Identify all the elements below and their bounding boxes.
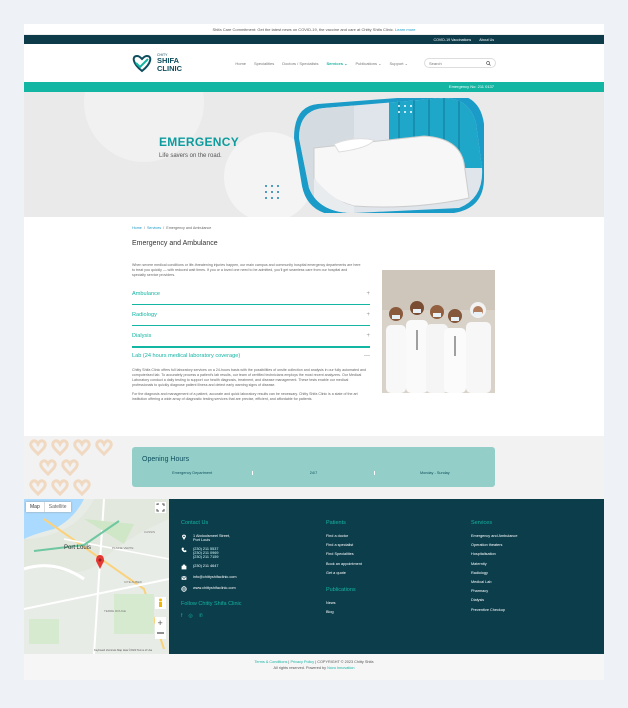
breadcrumb-home[interactable]: Home bbox=[132, 226, 142, 230]
dot-pattern-decor bbox=[264, 184, 284, 204]
nav-specialities[interactable]: Specialities bbox=[254, 60, 275, 66]
privacy-link[interactable]: Privacy Policy bbox=[290, 660, 315, 664]
lab-paragraph-1: Chitty Shifa Clinic offers full laboratory services on a 24-hours basis with the possibilities of onsite collection and analysis in our fully automated and computerised lab. To accurately process a patient's lab results, our team of certified technicians employs the most recent analyzers. Our Medical Laboratory conduct a daily testing to support our health diagnosis, treatment, and disease management. These tests enable our medical professionals to quickly diagnose patient illness and detect early warning signs of disease. bbox=[132, 368, 367, 387]
phone-1[interactable]: (230) 211 5537 bbox=[193, 547, 219, 551]
accordion-dialysis[interactable] bbox=[132, 326, 370, 347]
page-title: Emergency and Ambulance bbox=[132, 240, 218, 247]
nav-menu bbox=[235, 58, 496, 68]
footer-link[interactable]: Dialysis bbox=[471, 598, 485, 603]
rights-text: All rights reserved. Powered by bbox=[273, 666, 327, 670]
copyright-text: | COPYRIGHT © 2023 Chitty Shifa bbox=[315, 660, 374, 664]
footer-link[interactable]: Preventive Checkup bbox=[471, 607, 505, 612]
map-attribution: Keyboard shortcuts Map data ©2023 Terms of Use bbox=[94, 649, 153, 652]
utility-bar bbox=[24, 35, 604, 44]
map-canvas[interactable] bbox=[24, 499, 169, 654]
plus-icon: + bbox=[366, 333, 370, 339]
contact-address bbox=[181, 534, 242, 542]
breadcrumb-current: Emergency and Ambulance bbox=[166, 226, 212, 230]
footer-link[interactable]: Find a doctor bbox=[326, 534, 349, 538]
nurses-illustration bbox=[382, 270, 495, 393]
chevron-down-icon: ⌄ bbox=[344, 60, 348, 66]
footer-link[interactable]: News bbox=[326, 600, 336, 605]
footer-link[interactable]: Maternity bbox=[471, 561, 487, 566]
publications-title: Publications bbox=[326, 586, 356, 593]
footer-services bbox=[471, 520, 517, 617]
accordion-radiology[interactable] bbox=[132, 305, 370, 326]
map-area-label: TERRE ROUGE bbox=[104, 609, 127, 613]
main-navbar bbox=[24, 44, 604, 82]
instagram-icon[interactable]: ◎ bbox=[188, 613, 193, 619]
lab-paragraph-2: For the diagnosis and management of a patient, accurate and quick laboratory results can be necessary. Chitty Shifa Clinic is a state of the art institution offering a wide array of diagnostic testing services that are precise, efficient, and affordable for patients. bbox=[132, 392, 358, 401]
footer-link[interactable]: Find Specialities bbox=[326, 552, 354, 557]
location-map[interactable] bbox=[24, 499, 169, 654]
search-input[interactable] bbox=[424, 58, 496, 68]
footer-link[interactable]: Hospitalisation bbox=[471, 552, 496, 557]
nurses-team-photo bbox=[382, 270, 495, 393]
contact-email bbox=[181, 575, 242, 581]
map-type-tabs bbox=[26, 502, 71, 512]
logo[interactable] bbox=[130, 53, 182, 73]
plus-icon: + bbox=[366, 291, 370, 297]
map-area-label: CITE AUBER bbox=[124, 580, 142, 584]
breadcrumb: Home / Services / Emergency and Ambulance bbox=[132, 226, 212, 230]
footer-link[interactable]: Radiology bbox=[471, 570, 488, 575]
hours-days: Monday - Sunday bbox=[419, 471, 450, 475]
contact-web bbox=[181, 586, 242, 592]
accordion-lab[interactable] bbox=[132, 347, 370, 364]
website-link[interactable]: www.chittyshifaclinic.com bbox=[193, 586, 236, 590]
nav-services-label: Services bbox=[326, 60, 343, 66]
nav-home[interactable]: Home bbox=[235, 60, 247, 66]
email-icon bbox=[181, 575, 187, 581]
hero-decor-circle bbox=[84, 92, 204, 162]
chevron-down-icon: ⌄ bbox=[378, 60, 382, 66]
terms-link[interactable]: Terms & Conditions bbox=[254, 660, 288, 664]
phone-icon bbox=[181, 547, 187, 553]
nav-support[interactable] bbox=[390, 61, 409, 66]
footer-link[interactable]: Blog bbox=[326, 609, 334, 614]
zoom-in-icon[interactable]: + bbox=[157, 618, 163, 628]
fax-number: (230) 211 4647 bbox=[193, 564, 219, 568]
map-tab-map[interactable]: Map bbox=[30, 504, 40, 510]
accordion-label: Dialysis bbox=[132, 333, 152, 339]
footer-link[interactable]: Get a quote bbox=[326, 570, 346, 575]
page bbox=[24, 24, 604, 680]
whatsapp-icon[interactable]: ✆ bbox=[198, 613, 203, 619]
nav-doctors[interactable]: Doctors / Specialists bbox=[282, 60, 319, 66]
email-link[interactable]: info@chittyshifaclinic.com bbox=[193, 575, 237, 579]
logo-line1: SHIFA bbox=[157, 56, 180, 66]
map-tab-satellite[interactable]: Satellite bbox=[44, 502, 71, 512]
announcement-text: Shifa Care Commitment: Get the latest news on COVID-19, the vaccine and care at Chitty Shifa Clinic. bbox=[212, 27, 394, 32]
breadcrumb-services[interactable]: Services bbox=[146, 226, 162, 230]
footer-link[interactable]: Book an appointment bbox=[326, 561, 362, 566]
nav-services[interactable] bbox=[326, 61, 347, 66]
contact-fax bbox=[181, 564, 242, 570]
contact-title: Contact Us bbox=[181, 520, 209, 526]
nav-publications[interactable] bbox=[355, 61, 381, 66]
opening-hours-section bbox=[24, 436, 604, 499]
footer-link[interactable]: Find a specialist bbox=[326, 543, 354, 548]
footer-patients bbox=[326, 520, 362, 619]
plus-icon: + bbox=[366, 312, 370, 318]
nav-publications-label: Publications bbox=[355, 60, 378, 66]
accordion-label: Lab (24 hours medical laboratory coverage) bbox=[132, 353, 241, 359]
nav-support-label: Support bbox=[389, 60, 404, 66]
opening-hours-row bbox=[132, 471, 495, 475]
search-placeholder: Search bbox=[429, 60, 442, 66]
map-city-label: Port Louis bbox=[64, 545, 92, 551]
announcement-bar bbox=[24, 24, 604, 35]
emergency-number-bar bbox=[24, 82, 604, 92]
footer bbox=[24, 499, 604, 654]
phone-3[interactable]: (230) 211 7159 bbox=[193, 555, 219, 559]
hours-department: Emergency Department bbox=[132, 471, 253, 475]
globe-icon bbox=[181, 586, 187, 592]
hero-banner bbox=[24, 92, 604, 217]
phone-2[interactable]: (230) 211 0969 bbox=[193, 551, 219, 555]
chevron-down-icon: ⌄ bbox=[404, 60, 408, 66]
patients-title: Patients bbox=[326, 520, 346, 526]
accordion-ambulance[interactable] bbox=[132, 284, 370, 305]
powered-by-link[interactable]: Novo Innovation bbox=[327, 666, 355, 670]
address-line-2: Port Louis bbox=[193, 538, 211, 542]
minus-icon: — bbox=[364, 353, 370, 359]
footer-link[interactable]: Emergency and Ambulance bbox=[471, 534, 518, 538]
fax-icon bbox=[181, 564, 187, 570]
hero-title: EMERGENCY bbox=[159, 135, 240, 149]
footer-contact bbox=[181, 520, 242, 619]
contact-phones bbox=[181, 547, 242, 559]
about-us-link[interactable]: About Us bbox=[479, 37, 494, 42]
heart-logo-icon bbox=[130, 53, 154, 73]
heart-pattern-decor bbox=[24, 436, 134, 499]
location-pin-icon bbox=[181, 534, 187, 540]
search-icon[interactable] bbox=[486, 61, 491, 66]
copyright-bar: Terms & Conditions | Privacy Policy | COPYRIGHT © 2023 Chitty Shifa All rights reserved. Powered by Novo Innovation bbox=[24, 654, 604, 680]
main-content bbox=[24, 226, 604, 402]
logo-small-text: CHITY bbox=[157, 52, 168, 57]
emergency-number[interactable]: Emergency No: 211 0137 bbox=[448, 84, 494, 89]
hero-hospital-bed-image bbox=[294, 98, 484, 213]
logo-line2: CLINIC bbox=[157, 63, 182, 73]
accordion-lab-body bbox=[132, 368, 370, 402]
follow-title: Follow Chitty Shifa Clinic bbox=[181, 601, 242, 607]
address-line-1: 1 Abdoolsmeel Street, bbox=[193, 534, 231, 538]
hero-subtitle: Life savers on the road. bbox=[159, 153, 222, 159]
hours-time: 24/7 bbox=[253, 471, 374, 475]
intro-text: When severe medical conditions or life-threatening injuries happen, our main campus and community hospital emergency departments are here to treat you quickly — with reduced wait times. If you or a loved one need to be admitted, you'll get seamless care from our hospital and specialty service providers. bbox=[132, 263, 361, 277]
learn-more-link[interactable]: Learn more bbox=[395, 27, 416, 32]
footer-link[interactable]: Pharmacy bbox=[471, 589, 489, 594]
services-title: Services bbox=[471, 520, 493, 526]
map-area-label: CASSIS bbox=[144, 530, 156, 534]
map-area-label: PLAINE VERTE bbox=[112, 546, 134, 550]
facebook-icon[interactable]: f bbox=[181, 613, 183, 619]
footer-link[interactable]: Operation theaters bbox=[471, 543, 503, 548]
accordion-label: Ambulance bbox=[132, 291, 160, 297]
opening-hours-card bbox=[132, 447, 495, 487]
accordion-label: Radiology bbox=[132, 312, 157, 318]
service-accordion bbox=[132, 284, 370, 402]
covid-vaccinations-link[interactable]: COVID-19 Vaccinations bbox=[433, 37, 472, 42]
opening-hours-title: Opening Hours bbox=[142, 456, 190, 463]
social-links bbox=[181, 613, 242, 619]
footer-link[interactable]: Medical Lab bbox=[471, 579, 492, 584]
